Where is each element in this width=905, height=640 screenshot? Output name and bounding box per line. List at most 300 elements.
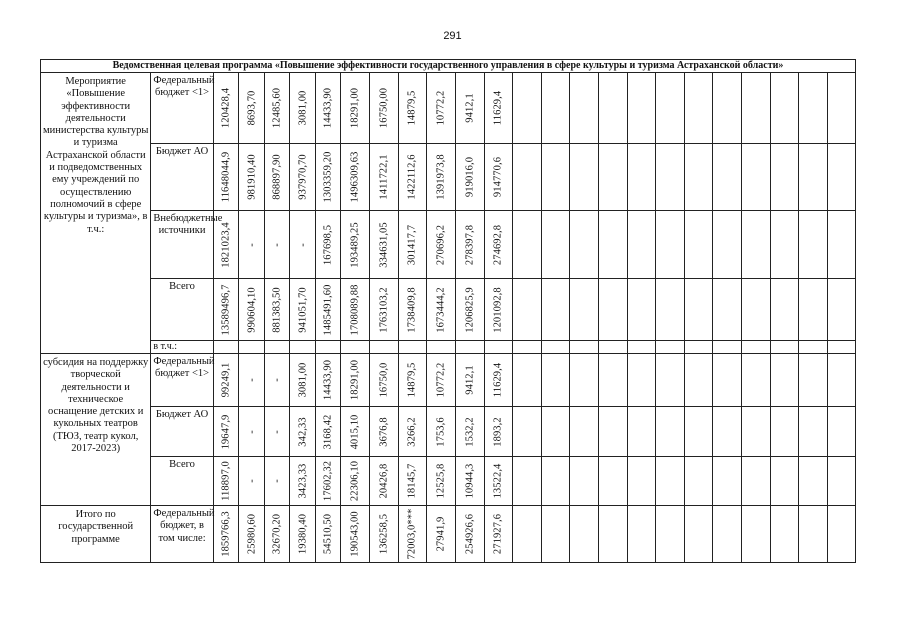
funding-source: Федеральный бюджет <1> — [151, 73, 213, 144]
empty-cell — [398, 341, 427, 354]
value-cell — [684, 506, 713, 563]
empty-cell — [541, 341, 570, 354]
empty-cell — [713, 341, 742, 354]
value-text: 10944,3 — [464, 463, 476, 499]
value-cell — [684, 144, 713, 211]
value-cell — [770, 279, 799, 341]
table-row — [41, 211, 856, 279]
empty-cell — [627, 341, 656, 354]
value-text: 12485,60 — [271, 87, 283, 129]
value-text: 10772,2 — [435, 362, 447, 398]
value-text: 3168,42 — [322, 414, 334, 449]
value-cell — [290, 354, 316, 407]
value-cell — [455, 211, 484, 279]
value-cell — [570, 279, 599, 341]
value-cell — [315, 73, 341, 144]
value-text: 22306,10 — [349, 460, 361, 502]
value-text: 1708089,88 — [349, 284, 361, 335]
value-cell — [239, 144, 265, 211]
funding-source: Всего — [151, 279, 213, 341]
value-cell — [455, 506, 484, 563]
funding-source: Внебюджетные источники — [151, 211, 213, 279]
value-cell — [370, 144, 399, 211]
value-cell — [713, 144, 742, 211]
value-cell — [484, 73, 513, 144]
value-cell — [570, 506, 599, 563]
value-cell — [684, 354, 713, 407]
value-text: 1411722,1 — [378, 154, 390, 200]
value-text: 190543,00 — [349, 511, 361, 557]
value-text: 16750,00 — [378, 87, 390, 129]
value-cell — [290, 73, 316, 144]
value-cell — [290, 457, 316, 506]
empty-cell — [455, 341, 484, 354]
value-cell — [799, 506, 828, 563]
value-cell — [239, 457, 265, 506]
value-cell — [770, 73, 799, 144]
measure-name: Мероприятие «Повышение эффективности деятельности министерства культуры и туризма Астраханской области и подведомственных ему учреждений по осуществлению полномочий в сфере культуры и туризма», в т.ч.: — [41, 73, 151, 354]
empty-cell — [370, 341, 399, 354]
value-cell — [427, 354, 456, 407]
value-cell — [627, 279, 656, 341]
empty-cell — [341, 341, 370, 354]
value-cell — [656, 73, 685, 144]
value-text: 1303359,20 — [322, 151, 334, 203]
value-text: 1753,6 — [435, 416, 447, 447]
table-row — [41, 506, 856, 563]
value-cell — [541, 354, 570, 407]
value-cell — [627, 407, 656, 457]
value-text: 10772,2 — [435, 90, 447, 126]
value-cell — [656, 279, 685, 341]
funding-source: Федеральный бюджет <1> — [151, 354, 213, 407]
value-cell — [484, 279, 513, 341]
value-text: 868897,90 — [271, 154, 283, 200]
program-title: Ведомственная целевая программа «Повышение эффективности государственного управления в сфере культуры и туризма Астраханской области» — [41, 60, 856, 73]
empty-cell — [684, 341, 713, 354]
value-cell — [627, 211, 656, 279]
value-text: 14879,5 — [406, 362, 418, 398]
value-cell — [741, 506, 770, 563]
value-text: - — [246, 479, 258, 483]
value-cell — [684, 211, 713, 279]
value-text: 17602,32 — [322, 460, 334, 502]
value-cell — [398, 211, 427, 279]
value-cell — [827, 457, 855, 506]
value-text: 1532,2 — [464, 416, 476, 447]
value-cell — [264, 279, 290, 341]
value-cell — [827, 506, 855, 563]
measure-name: Итого по государственной программе — [41, 506, 151, 563]
value-cell — [541, 279, 570, 341]
value-cell — [264, 457, 290, 506]
value-cell — [713, 354, 742, 407]
value-text: 941051,70 — [297, 286, 309, 333]
value-cell — [513, 506, 542, 563]
value-text: 18291,00 — [349, 87, 361, 129]
value-cell — [827, 144, 855, 211]
value-cell — [627, 457, 656, 506]
value-cell — [770, 144, 799, 211]
value-text: 120428,4 — [220, 87, 232, 129]
empty-cell — [213, 341, 239, 354]
value-text: 1422112,6 — [406, 154, 418, 200]
value-cell — [656, 457, 685, 506]
value-cell — [598, 506, 627, 563]
value-text: 4015,10 — [349, 414, 361, 449]
value-cell — [598, 279, 627, 341]
value-cell — [770, 211, 799, 279]
value-text: 14433,90 — [322, 359, 334, 401]
value-cell — [239, 506, 265, 563]
value-cell — [341, 407, 370, 457]
value-cell — [541, 73, 570, 144]
table-row — [41, 407, 856, 457]
value-cell — [570, 144, 599, 211]
table-row — [41, 279, 856, 341]
value-text: 118897,0 — [220, 461, 232, 501]
value-text: 301417,7 — [406, 224, 418, 265]
value-cell — [656, 144, 685, 211]
value-cell — [427, 457, 456, 506]
empty-cell — [741, 341, 770, 354]
value-cell — [570, 354, 599, 407]
value-text: 254926,6 — [464, 513, 476, 555]
value-cell — [741, 279, 770, 341]
value-text: 1201092,8 — [492, 286, 504, 333]
empty-cell — [570, 341, 599, 354]
value-text: 1496309,63 — [349, 151, 361, 203]
value-cell — [239, 279, 265, 341]
empty-cell — [827, 341, 855, 354]
value-cell — [427, 144, 456, 211]
value-text: 19647,9 — [220, 414, 232, 449]
value-text: 54510,50 — [322, 513, 334, 555]
value-cell — [315, 506, 341, 563]
value-cell — [341, 457, 370, 506]
value-cell — [598, 407, 627, 457]
value-cell — [341, 211, 370, 279]
value-text: 1821023,4 — [220, 221, 232, 268]
value-cell — [598, 457, 627, 506]
value-cell — [455, 407, 484, 457]
empty-cell — [427, 341, 456, 354]
value-cell — [570, 211, 599, 279]
value-cell — [713, 279, 742, 341]
measure-name: субсидия на поддержку творческой деятельности и техническое оснащение детских и кукольных театров (ТЮЗ, театр кукол, 2017-2023) — [41, 354, 151, 506]
value-cell — [513, 407, 542, 457]
value-cell — [341, 354, 370, 407]
value-cell — [398, 407, 427, 457]
value-text: 18145,7 — [406, 463, 418, 499]
value-cell — [264, 354, 290, 407]
value-cell — [741, 144, 770, 211]
empty-cell — [598, 341, 627, 354]
value-cell — [455, 144, 484, 211]
value-text: 99249,1 — [220, 362, 232, 398]
value-text: 12525,8 — [435, 463, 447, 499]
value-cell — [684, 407, 713, 457]
value-cell — [264, 144, 290, 211]
value-text: 14879,5 — [406, 90, 418, 126]
value-cell — [398, 457, 427, 506]
value-cell — [598, 354, 627, 407]
value-cell — [455, 73, 484, 144]
value-cell — [484, 144, 513, 211]
empty-cell — [239, 341, 265, 354]
value-text: 72003,0*** — [406, 508, 418, 560]
value-text: 20426,8 — [378, 463, 390, 499]
value-text: - — [271, 242, 283, 247]
funding-source: Бюджет АО — [151, 144, 213, 211]
value-text: 136258,5 — [378, 513, 390, 555]
budget-table — [40, 59, 856, 563]
value-cell — [398, 506, 427, 563]
value-cell — [741, 354, 770, 407]
value-text: - — [297, 242, 309, 247]
value-text: - — [246, 378, 258, 382]
value-cell — [484, 354, 513, 407]
value-text: 1738409,8 — [406, 286, 418, 333]
value-text: 1391973,8 — [435, 154, 447, 200]
value-cell — [741, 457, 770, 506]
value-text: 9412,1 — [464, 365, 476, 395]
value-text: 167698,5 — [322, 224, 334, 265]
value-cell — [264, 211, 290, 279]
value-cell — [455, 279, 484, 341]
value-text: 19380,40 — [297, 513, 309, 555]
empty-cell — [315, 341, 341, 354]
value-cell — [455, 457, 484, 506]
value-cell — [513, 144, 542, 211]
value-cell — [370, 73, 399, 144]
value-cell — [656, 211, 685, 279]
value-text: 981910,40 — [246, 154, 258, 200]
value-cell — [370, 457, 399, 506]
value-cell — [656, 506, 685, 563]
empty-cell — [484, 341, 513, 354]
value-text: 1673444,2 — [435, 286, 447, 333]
value-text: 8693,70 — [246, 90, 258, 126]
value-cell — [799, 211, 828, 279]
value-text: 914770,6 — [492, 156, 504, 198]
value-cell — [315, 279, 341, 341]
value-cell — [427, 506, 456, 563]
value-text: 270696,2 — [435, 224, 447, 265]
value-cell — [398, 73, 427, 144]
value-text: 3266,2 — [406, 416, 418, 447]
value-text: 14433,90 — [322, 87, 334, 129]
value-text: 1859766,3 — [220, 511, 232, 557]
value-cell — [398, 279, 427, 341]
value-cell — [598, 73, 627, 144]
value-cell — [213, 354, 239, 407]
value-text: - — [271, 429, 283, 434]
value-cell — [770, 407, 799, 457]
value-cell — [570, 73, 599, 144]
value-cell — [684, 279, 713, 341]
value-cell — [341, 279, 370, 341]
table-row — [41, 354, 856, 407]
value-cell — [370, 279, 399, 341]
value-cell — [315, 457, 341, 506]
value-cell — [827, 211, 855, 279]
value-cell — [598, 211, 627, 279]
value-cell — [398, 354, 427, 407]
value-text: 990604,10 — [246, 286, 258, 333]
empty-cell — [264, 341, 290, 354]
value-cell — [455, 354, 484, 407]
value-cell — [264, 73, 290, 144]
value-cell — [627, 144, 656, 211]
value-cell — [570, 407, 599, 457]
empty-cell — [770, 341, 799, 354]
value-cell — [799, 73, 828, 144]
value-text: 11629,4 — [492, 362, 504, 398]
value-cell — [713, 73, 742, 144]
table-row — [41, 73, 856, 144]
value-cell — [827, 279, 855, 341]
value-cell — [484, 407, 513, 457]
value-cell — [627, 73, 656, 144]
empty-cell — [513, 341, 542, 354]
value-cell — [656, 354, 685, 407]
empty-cell — [799, 341, 828, 354]
value-text: 32670,20 — [271, 513, 283, 555]
value-cell — [484, 457, 513, 506]
value-cell — [213, 506, 239, 563]
value-cell — [239, 354, 265, 407]
value-cell — [370, 506, 399, 563]
value-cell — [656, 407, 685, 457]
value-text: - — [246, 429, 258, 434]
value-cell — [213, 457, 239, 506]
value-text: 1763103,2 — [378, 286, 390, 333]
value-cell — [827, 354, 855, 407]
value-text: 919016,0 — [464, 156, 476, 198]
value-cell — [799, 354, 828, 407]
value-text: 13589496,7 — [220, 284, 232, 335]
value-cell — [827, 73, 855, 144]
value-cell — [684, 73, 713, 144]
value-text: 3423,33 — [297, 463, 309, 499]
value-cell — [341, 73, 370, 144]
value-cell — [427, 279, 456, 341]
value-text: 11629,4 — [492, 90, 504, 126]
value-cell — [799, 279, 828, 341]
value-cell — [213, 211, 239, 279]
value-cell — [513, 457, 542, 506]
value-text: - — [271, 378, 283, 382]
value-text: 937970,70 — [297, 154, 309, 200]
value-text: 3081,00 — [297, 90, 309, 126]
value-cell — [427, 211, 456, 279]
value-cell — [770, 506, 799, 563]
value-text: 193489,25 — [349, 221, 361, 268]
value-cell — [213, 407, 239, 457]
value-cell — [484, 211, 513, 279]
value-cell — [315, 407, 341, 457]
value-cell — [484, 506, 513, 563]
value-cell — [713, 407, 742, 457]
value-text: 11648044,9 — [220, 151, 232, 203]
empty-cell — [656, 341, 685, 354]
table-row — [41, 457, 856, 506]
value-cell — [239, 73, 265, 144]
value-cell — [315, 354, 341, 407]
value-cell — [541, 407, 570, 457]
value-text: 3676,8 — [378, 416, 390, 447]
value-cell — [427, 407, 456, 457]
value-cell — [315, 144, 341, 211]
value-text: 16750,0 — [378, 362, 390, 398]
value-cell — [541, 506, 570, 563]
value-cell — [684, 457, 713, 506]
value-text: 3081,00 — [297, 362, 309, 398]
value-cell — [370, 407, 399, 457]
value-cell — [341, 144, 370, 211]
value-cell — [741, 73, 770, 144]
value-cell — [513, 354, 542, 407]
value-text: 881383,50 — [271, 286, 283, 333]
value-text: 1206825,9 — [464, 286, 476, 333]
subtotal-label-row — [41, 341, 856, 354]
value-cell — [799, 407, 828, 457]
value-text: - — [271, 479, 283, 483]
value-cell — [290, 506, 316, 563]
empty-cell — [290, 341, 316, 354]
value-cell — [290, 407, 316, 457]
value-cell — [741, 407, 770, 457]
value-text: 271927,6 — [492, 513, 504, 555]
funding-source: Всего — [151, 457, 213, 506]
value-cell — [770, 457, 799, 506]
value-cell — [799, 457, 828, 506]
value-cell — [570, 457, 599, 506]
value-cell — [541, 144, 570, 211]
value-cell — [370, 354, 399, 407]
value-cell — [741, 211, 770, 279]
value-text: 13522,4 — [492, 463, 504, 499]
value-text: 25980,60 — [246, 513, 258, 555]
value-cell — [770, 354, 799, 407]
value-cell — [627, 354, 656, 407]
funding-source: Бюджет АО — [151, 407, 213, 457]
value-cell — [213, 144, 239, 211]
value-cell — [370, 211, 399, 279]
value-cell — [239, 407, 265, 457]
value-cell — [290, 211, 316, 279]
value-cell — [290, 144, 316, 211]
value-text: 1485491,60 — [322, 284, 334, 335]
table-row — [41, 144, 856, 211]
value-text: 342,33 — [297, 416, 309, 447]
value-cell — [513, 73, 542, 144]
value-text: 9412,1 — [464, 93, 476, 123]
value-cell — [541, 457, 570, 506]
value-cell — [315, 211, 341, 279]
value-cell — [598, 144, 627, 211]
value-cell — [799, 144, 828, 211]
value-cell — [427, 73, 456, 144]
value-cell — [239, 211, 265, 279]
value-cell — [513, 279, 542, 341]
value-cell — [398, 144, 427, 211]
value-text: - — [246, 242, 258, 247]
value-text: 334631,05 — [378, 221, 390, 268]
value-cell — [827, 407, 855, 457]
value-cell — [290, 279, 316, 341]
